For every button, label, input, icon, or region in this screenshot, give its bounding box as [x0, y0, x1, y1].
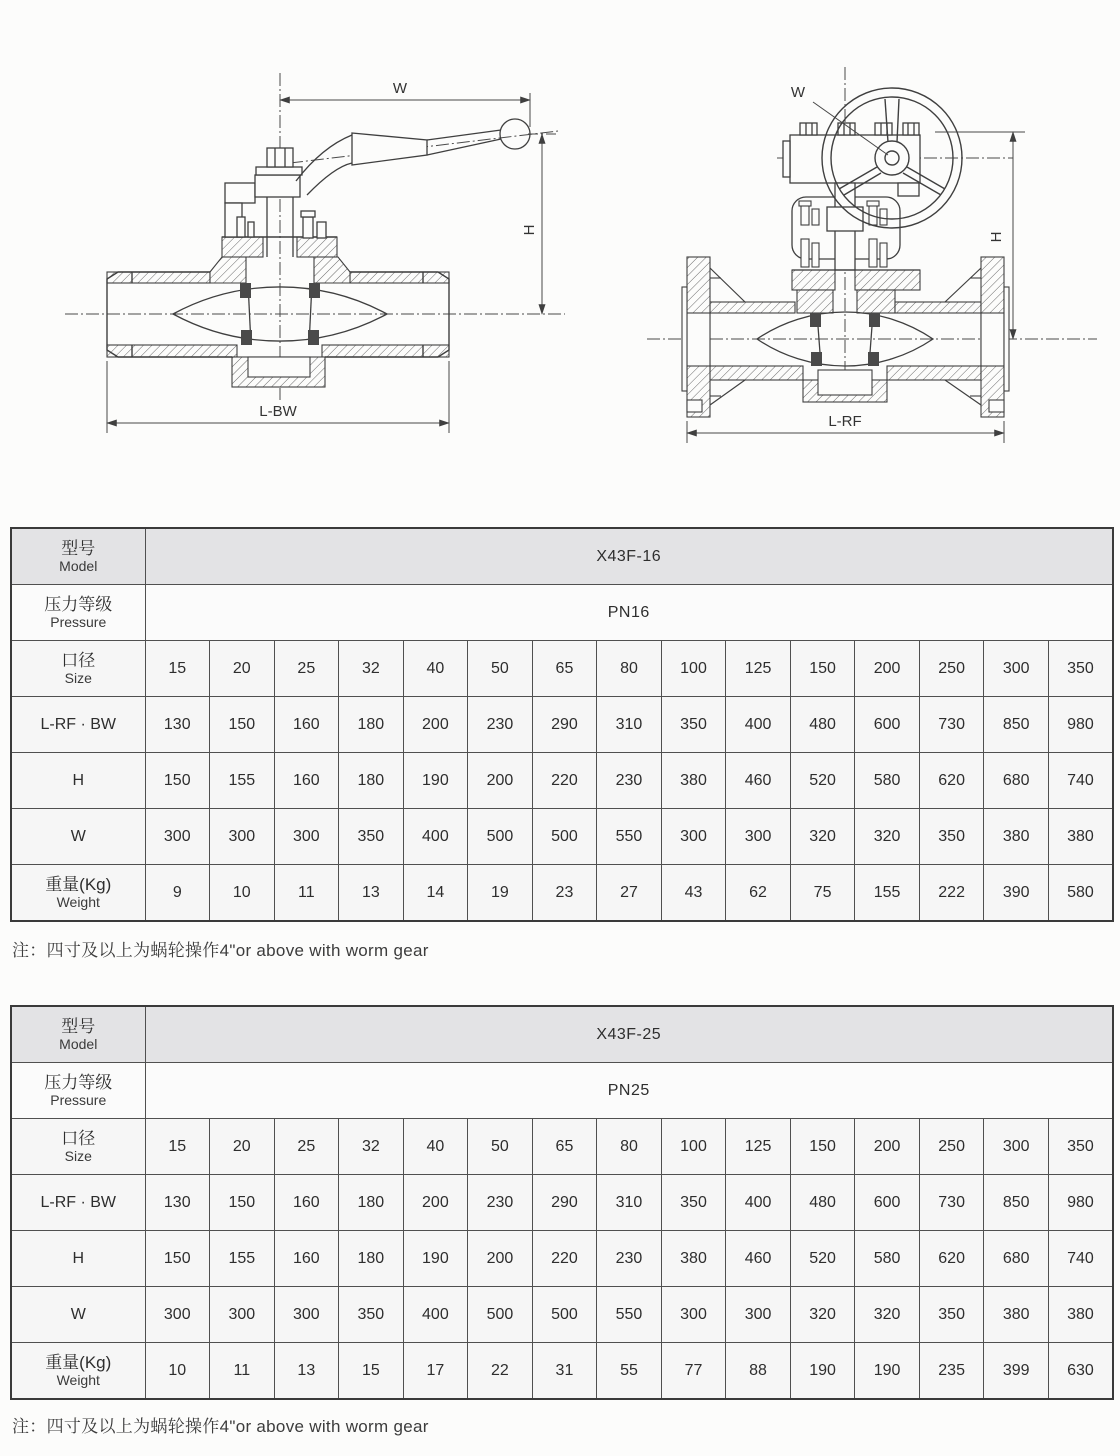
size-label-cn: 口径: [61, 650, 96, 670]
spec-cell: 300: [661, 1287, 726, 1343]
spec-cell: 200: [403, 1175, 468, 1231]
spec-cell: 160: [274, 697, 339, 753]
spec-cell: 320: [790, 809, 855, 865]
spec-cell: 40: [403, 1119, 468, 1175]
pressure-label-en: Pressure: [50, 614, 107, 631]
spec-cell: 150: [145, 753, 210, 809]
spec-cell: 50: [468, 641, 533, 697]
spec-cell: 230: [597, 1231, 662, 1287]
pressure-label-cn: 压力等级: [44, 594, 113, 614]
spec-cell: 25: [274, 641, 339, 697]
pressure-label-en: Pressure: [50, 1092, 107, 1109]
spec-cell: 190: [855, 1343, 920, 1400]
spec-cell: 300: [726, 809, 791, 865]
spec-cell: 65: [532, 1119, 597, 1175]
spec-cell: 580: [855, 753, 920, 809]
centerlines: [647, 67, 1097, 390]
spec-cell: 190: [790, 1343, 855, 1400]
spec-cell: 75: [790, 865, 855, 922]
spec-cell: 80: [597, 641, 662, 697]
spec-cell: 77: [661, 1343, 726, 1400]
model-label-cn: 型号: [61, 538, 96, 558]
model-header: [11, 528, 145, 585]
spec-cell: 600: [855, 1175, 920, 1231]
spec-cell: 88: [726, 1343, 791, 1400]
spec-table-block-x43f16: [10, 527, 1114, 922]
spec-cell: 680: [984, 1231, 1049, 1287]
dim-label-w: W: [790, 84, 806, 101]
spec-cell: 400: [403, 1287, 468, 1343]
model-value: X43F-16: [145, 528, 1113, 585]
spec-cell: 155: [210, 753, 275, 809]
spec-cell: 50: [468, 1119, 533, 1175]
size-header: [11, 641, 145, 697]
size-header: [11, 1119, 145, 1175]
spec-cell: 250: [919, 1119, 984, 1175]
spec-cell: 130: [145, 1175, 210, 1231]
lever-valve-svg: [60, 55, 600, 465]
spec-cell: 300: [661, 809, 726, 865]
spec-cell: 350: [339, 1287, 404, 1343]
pressure-header: [11, 1063, 145, 1119]
spec-cell: 220: [532, 1231, 597, 1287]
spec-cell: 520: [790, 753, 855, 809]
spec-cell: 80: [597, 1119, 662, 1175]
spec-cell: 350: [661, 1175, 726, 1231]
spec-cell: 390: [984, 865, 1049, 922]
drawing-worm-gear-ball-valve: [645, 55, 1115, 480]
spec-cell: 250: [919, 641, 984, 697]
spec-cell: 310: [597, 1175, 662, 1231]
model-value: X43F-25: [145, 1006, 1113, 1063]
pressure-value: PN25: [145, 1063, 1113, 1119]
spec-cell: 200: [855, 641, 920, 697]
spec-cell: 460: [726, 1231, 791, 1287]
pressure-label-cn: 压力等级: [44, 1072, 113, 1092]
pressure-value: PN16: [145, 585, 1113, 641]
spec-cell: 20: [210, 1119, 275, 1175]
spec-cell: 300: [145, 1287, 210, 1343]
spec-cell: 320: [855, 1287, 920, 1343]
spec-cell: 125: [726, 641, 791, 697]
spec-cell: 160: [274, 1175, 339, 1231]
spec-cell: 740: [1048, 1231, 1113, 1287]
spec-cell: 13: [339, 865, 404, 922]
spec-cell: 150: [790, 1119, 855, 1175]
spec-cell: 300: [210, 1287, 275, 1343]
spec-cell: 730: [919, 697, 984, 753]
spec-cell: 43: [661, 865, 726, 922]
spec-cell: 100: [661, 641, 726, 697]
spec-cell: 200: [468, 753, 533, 809]
spec-cell: 380: [1048, 809, 1113, 865]
spec-cell: 730: [919, 1175, 984, 1231]
spec-cell: 320: [855, 809, 920, 865]
spec-cell: 180: [339, 753, 404, 809]
spec-cell: 40: [403, 641, 468, 697]
spec-cell: 320: [790, 1287, 855, 1343]
spec-cell: 155: [855, 865, 920, 922]
pressure-header: [11, 585, 145, 641]
spec-cell: 65: [532, 641, 597, 697]
spec-cell: 850: [984, 697, 1049, 753]
spec-cell: 220: [532, 753, 597, 809]
spec-cell: 22: [468, 1343, 533, 1400]
table-note-2: 注：四寸及以上为蜗轮操作4"or above with worm gear: [12, 1417, 429, 1436]
spec-cell: 480: [790, 697, 855, 753]
spec-cell: 300: [210, 809, 275, 865]
spec-cell: 11: [210, 1343, 275, 1400]
spec-cell: 190: [403, 753, 468, 809]
spec-cell: 180: [339, 1175, 404, 1231]
spec-cell: 155: [210, 1231, 275, 1287]
spec-cell: 19: [468, 865, 533, 922]
spec-table-x43f25: [10, 1005, 1114, 1400]
spec-cell: 680: [984, 753, 1049, 809]
dim-label-lbw: L-BW: [259, 403, 297, 420]
spec-cell: 55: [597, 1343, 662, 1400]
model-label-en: Model: [59, 558, 98, 575]
spec-cell: 350: [661, 697, 726, 753]
spec-cell: 27: [597, 865, 662, 922]
spec-cell: 20: [210, 641, 275, 697]
model-label-en: Model: [59, 1036, 98, 1053]
spec-cell: 62: [726, 865, 791, 922]
spec-cell: 850: [984, 1175, 1049, 1231]
dim-label-lrf: L-RF: [828, 413, 862, 430]
weight-header: [11, 1343, 145, 1400]
bottom-cap: [818, 370, 872, 395]
spec-cell: 740: [1048, 753, 1113, 809]
drawing-lever-ball-valve: [60, 55, 600, 470]
spec-cell: 230: [468, 697, 533, 753]
spec-cell: 290: [532, 697, 597, 753]
spec-cell: 150: [210, 697, 275, 753]
spec-cell: 230: [468, 1175, 533, 1231]
spec-cell: 32: [339, 1119, 404, 1175]
w-header: W: [11, 809, 145, 865]
spec-cell: 300: [145, 809, 210, 865]
spec-cell: 300: [274, 809, 339, 865]
spec-cell: 14: [403, 865, 468, 922]
spec-cell: 150: [210, 1175, 275, 1231]
spec-cell: 150: [790, 641, 855, 697]
spec-cell: 11: [274, 865, 339, 922]
weight-label-cn: 重量(Kg): [45, 874, 112, 894]
spec-cell: 180: [339, 697, 404, 753]
spec-cell: 25: [274, 1119, 339, 1175]
spec-cell: 235: [919, 1343, 984, 1400]
table-row-w: [11, 809, 1113, 865]
spec-cell: 350: [919, 809, 984, 865]
gear-valve-svg: [645, 55, 1115, 475]
spec-cell: 500: [532, 809, 597, 865]
size-label-en: Size: [64, 670, 92, 687]
spec-cell: 200: [403, 697, 468, 753]
spec-cell: 550: [597, 809, 662, 865]
table-row-size: [11, 641, 1113, 697]
spec-cell: 630: [1048, 1343, 1113, 1400]
spec-cell: 480: [790, 1175, 855, 1231]
h-header: H: [11, 753, 145, 809]
table-row-w: [11, 1287, 1113, 1343]
table-row-weight: [11, 865, 1113, 922]
length-header: L-RF · BW: [11, 1175, 145, 1231]
dim-label-h: H: [521, 224, 538, 236]
spec-cell: 300: [726, 1287, 791, 1343]
table-row-pressure: [11, 1063, 1113, 1119]
spec-cell: 15: [145, 641, 210, 697]
table-row-pressure: [11, 585, 1113, 641]
table-row-model: [11, 1006, 1113, 1063]
spec-cell: 130: [145, 697, 210, 753]
spec-cell: 32: [339, 641, 404, 697]
size-label-cn: 口径: [61, 1128, 96, 1148]
spec-cell: 500: [468, 1287, 533, 1343]
spec-cell: 620: [919, 753, 984, 809]
spec-cell: 15: [339, 1343, 404, 1400]
weight-label-cn: 重量(Kg): [45, 1352, 112, 1372]
spec-cell: 980: [1048, 697, 1113, 753]
spec-cell: 13: [274, 1343, 339, 1400]
spec-cell: 310: [597, 697, 662, 753]
spec-cell: 290: [532, 1175, 597, 1231]
spec-cell: 9: [145, 865, 210, 922]
table-row-weight: [11, 1343, 1113, 1400]
spec-cell: 380: [661, 753, 726, 809]
spec-cell: 350: [1048, 1119, 1113, 1175]
weight-label-en: Weight: [56, 894, 100, 911]
spec-cell: 350: [1048, 641, 1113, 697]
h-header: H: [11, 1231, 145, 1287]
spec-table-x43f16: [10, 527, 1114, 922]
spec-cell: 380: [661, 1231, 726, 1287]
lever-handle: [296, 119, 530, 195]
spec-cell: 580: [1048, 865, 1113, 922]
spec-cell: 10: [145, 1343, 210, 1400]
model-header: [11, 1006, 145, 1063]
spec-cell: 300: [984, 1119, 1049, 1175]
spec-cell: 380: [984, 809, 1049, 865]
pipe-outline: [107, 237, 449, 357]
spec-cell: 350: [339, 809, 404, 865]
dim-label-h: H: [988, 231, 1005, 243]
spec-cell: 100: [661, 1119, 726, 1175]
table-row-size: [11, 1119, 1113, 1175]
spec-cell: 200: [855, 1119, 920, 1175]
spec-cell: 10: [210, 865, 275, 922]
table-row-length: [11, 697, 1113, 753]
bottom-cap: [248, 357, 310, 377]
spec-cell: 300: [274, 1287, 339, 1343]
model-label-cn: 型号: [61, 1016, 96, 1036]
weight-label-en: Weight: [56, 1372, 100, 1389]
spec-cell: 350: [919, 1287, 984, 1343]
spec-cell: 150: [145, 1231, 210, 1287]
weight-header: [11, 865, 145, 922]
spec-cell: 400: [726, 697, 791, 753]
table-row-model: [11, 528, 1113, 585]
spec-cell: 300: [984, 641, 1049, 697]
table-row-h: [11, 753, 1113, 809]
spec-cell: 500: [532, 1287, 597, 1343]
spec-cell: 550: [597, 1287, 662, 1343]
spec-cell: 460: [726, 753, 791, 809]
spec-cell: 230: [597, 753, 662, 809]
spec-cell: 180: [339, 1231, 404, 1287]
length-header: L-RF · BW: [11, 697, 145, 753]
spec-cell: 520: [790, 1231, 855, 1287]
spec-cell: 17: [403, 1343, 468, 1400]
spec-cell: 580: [855, 1231, 920, 1287]
spec-cell: 23: [532, 865, 597, 922]
spec-cell: 600: [855, 697, 920, 753]
table-note-1: 注：四寸及以上为蜗轮操作4"or above with worm gear: [12, 941, 429, 960]
spec-table-block-x43f25: [10, 1005, 1114, 1400]
spec-cell: 31: [532, 1343, 597, 1400]
table-row-length: [11, 1175, 1113, 1231]
spec-cell: 190: [403, 1231, 468, 1287]
size-label-en: Size: [64, 1148, 92, 1165]
w-header: W: [11, 1287, 145, 1343]
spec-cell: 222: [919, 865, 984, 922]
spec-cell: 125: [726, 1119, 791, 1175]
dim-label-w: W: [392, 80, 408, 97]
spec-cell: 160: [274, 1231, 339, 1287]
spec-cell: 15: [145, 1119, 210, 1175]
spec-cell: 980: [1048, 1175, 1113, 1231]
spec-cell: 380: [1048, 1287, 1113, 1343]
spec-cell: 400: [403, 809, 468, 865]
spec-cell: 399: [984, 1343, 1049, 1400]
spec-cell: 200: [468, 1231, 533, 1287]
spec-cell: 620: [919, 1231, 984, 1287]
spec-cell: 380: [984, 1287, 1049, 1343]
spec-cell: 500: [468, 809, 533, 865]
table-row-h: [11, 1231, 1113, 1287]
spec-cell: 400: [726, 1175, 791, 1231]
spec-cell: 160: [274, 753, 339, 809]
